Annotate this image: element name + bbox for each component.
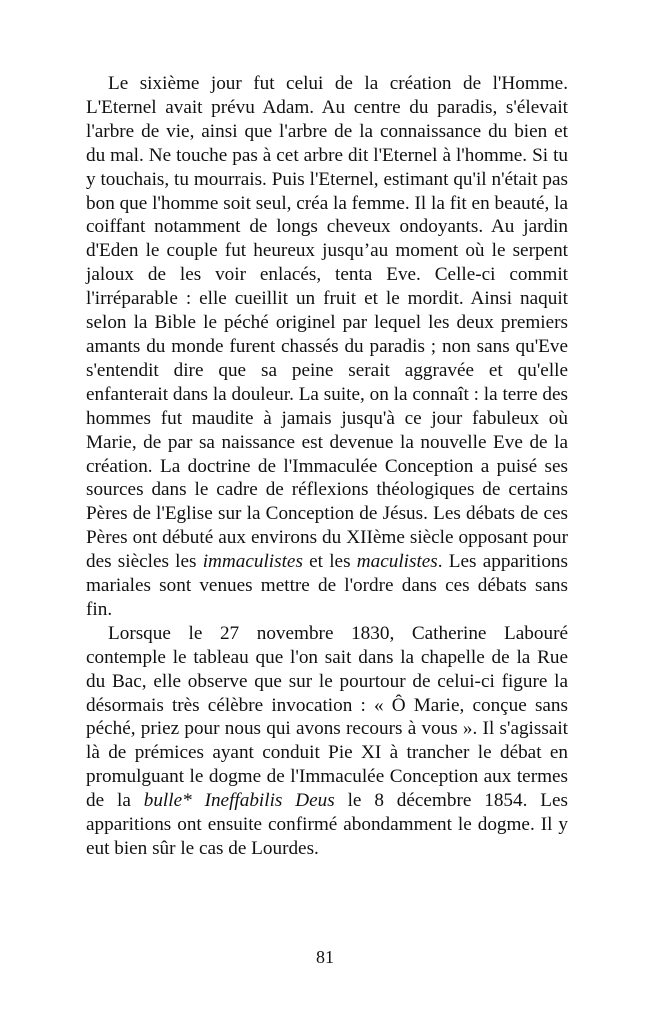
paragraph-1-run-1: Le sixième jour fut celui de la création de l'Homme. L'Eternel avait prévu Adam. Au centre du paradis, s'élevait l'arbre de vie, ainsi que l'arbre de la connaissance du bien et du mal. Ne touche pas à cet arbre dit l'Eternel à l'homme. Si tu y touchais, tu mourrais. Puis l'Eternel, estimant qu'il n'était pas bon que l'homme soit seul, créa la femme. Il la fit en beauté, la coiffant notamment de longs cheveux ondoyants. Au jardin d'Eden le couple fut heureux jusqu’au moment où le serpent jaloux de les voir enlacés, tenta Eve. Celle-ci commit l'irréparable : elle cueillit un fruit et le mordit. Ainsi naquit selon la Bible le péché originel par lequel les deux premiers amants du monde furent chassés du paradis ; non sans qu'Eve s'entendit dire que sa peine serait aggravée et qu'elle enfanterait dans la douleur. La suite, on la connaît : la terre des hommes fut maudite à jamais jusqu'à ce jour fabuleux où Marie, de par sa naissance est devenue la nouvelle Eve de la création. La doctrine de l'Immaculée Conception a puisé ses sources dans le cadre de réflexions théologiques de certains Pères de l'Eglise sur la Conception de Jésus. Les débats de ces Pères ont débuté aux environs du XIIème siècle opposant pour des siècles les — [86, 73, 568, 573]
paragraph-1-run-2-italic: immaculistes — [202, 551, 303, 573]
paragraph-2 — [86, 622, 568, 861]
paragraph-2-run-1: Lorsque le 27 novembre 1830, Catherine Labouré contemple le tableau que l'on sait dans la chapelle de la Rue du Bac, elle observe que sur le pourtour de celui-ci figure la désormais très célèbre invocation : « Ô Marie, conçue sans péché, priez pour nous qui avons recours à vous ». Il s'agissait là de prémices ayant conduit Pie XI à trancher le débat en promulguant le dogme de l'Immaculée Conception aux termes de la — [86, 622, 568, 812]
paragraph-1-run-4-italic: maculistes — [356, 551, 438, 573]
paragraph-2-run-2-italic: bulle* Ineffabilis Deus — [143, 790, 335, 812]
page-body — [86, 72, 568, 861]
paragraph-1 — [86, 72, 568, 622]
paragraph-1-run-3: et les — [302, 551, 357, 573]
paragraph-2-run-3: le 8 décembre 1854. Les apparitions ont ensuite confirmé abondamment le dogme. Il y eut bien sûr le cas de Lourdes. — [86, 790, 568, 859]
page-number: 81 — [316, 947, 334, 967]
paragraph-1-run-5: . Les apparitions mariales sont venues mettre de l'ordre dans ces débats sans fin. — [86, 551, 568, 620]
